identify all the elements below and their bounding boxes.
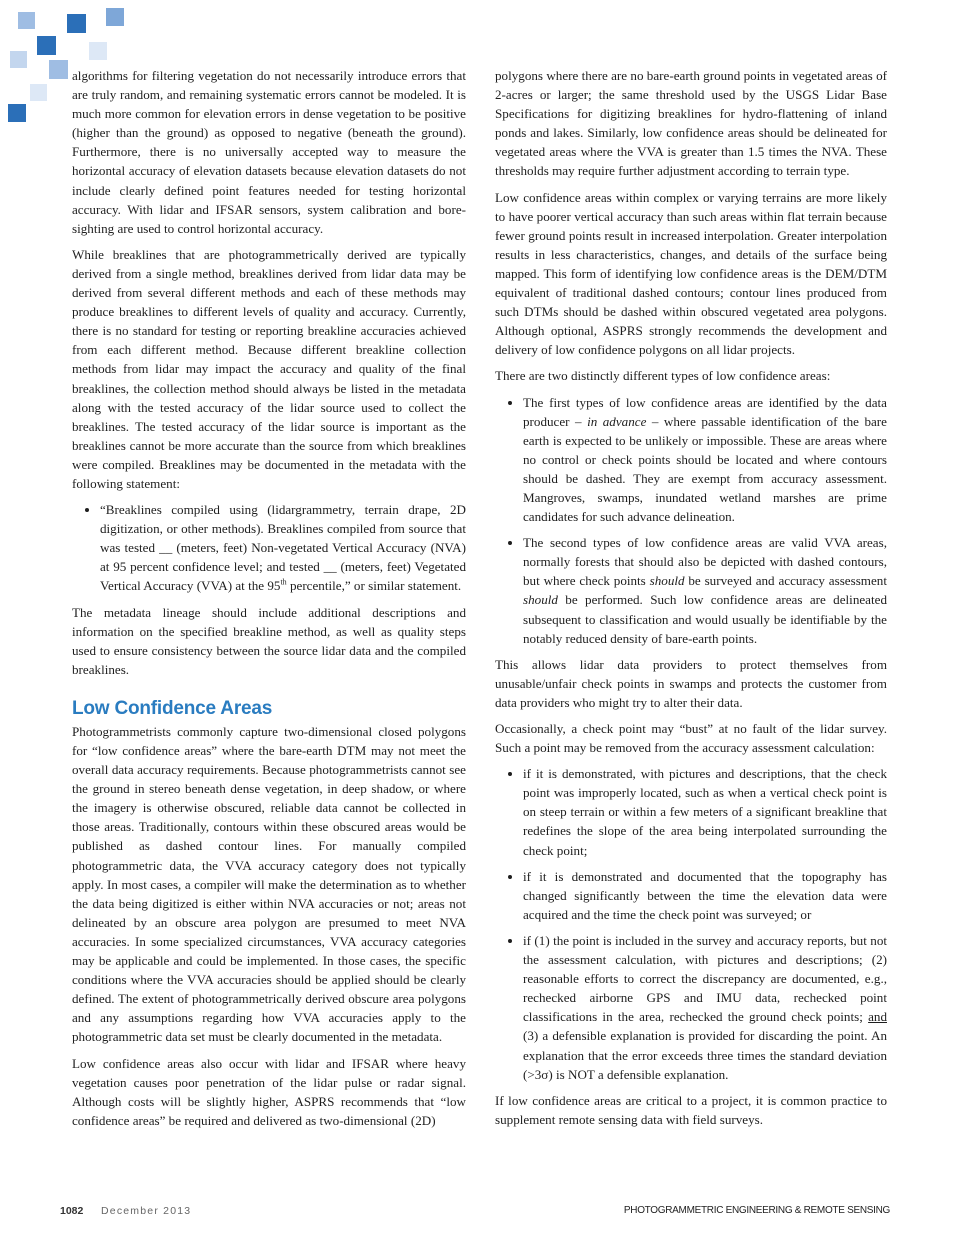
emphasis: should <box>523 592 558 608</box>
list-item: • if it is demonstrated and documented that the topography has changed significantly between the time the elevation data were acquired and the time the check point was surveyed; or <box>523 867 887 924</box>
decorative-square <box>37 36 56 55</box>
list-item-text: be performed. Such low confidence areas are delineated subsequent to classification and would usually be identifiable by the notably reduced density of bare-earth points. <box>523 592 887 646</box>
list-item: • if it is demonstrated, with pictures and descriptions, that the check point was improperly located, such as when a vertical check point is on steep terrain or within a few meters of a significant breakline that redefines the slope of the area being interpolated surrounding the check point; <box>523 764 887 859</box>
decorative-square <box>8 104 26 122</box>
decorative-square <box>106 8 124 26</box>
left-column <box>72 66 466 1137</box>
paragraph: The metadata lineage should include additional descriptions and information on the specified breakline method, as well as quality steps used to ensure consistency between the source lidar data and the compiled breaklines. <box>72 604 466 677</box>
issue-date: December 2013 <box>101 1205 192 1217</box>
decorative-square <box>10 51 27 68</box>
paragraph: Occasionally, a check point may “bust” at no fault of the lidar survey. Such a point may be removed from the accuracy assessment calculation: <box>495 721 887 756</box>
section-heading: Low Confidence Areas <box>72 697 273 719</box>
list-item <box>523 533 887 648</box>
paragraph: algorithms for filtering vegetation do not necessarily introduce errors that are truly random, and remaining systematic errors cannot be modeled. It is much more common for elevation errors in dense vegetation to be positive (higher than the ground) as opposed to negative (beneath the ground). Furthermore, there is no universally accepted way to measure the horizontal accuracy of elevation datasets because elevation datasets do not include clearly defined point features needed for testing horizontal accuracy. With lidar and IFSAR sensors, system calibration and bore-sighting are used to control horizontal accuracy. <box>72 68 466 236</box>
list-item-text: The second types of low confidence areas are valid VVA areas, normally forests that should also be depicted with dashed contours, but where check points <box>523 535 887 589</box>
decorative-square <box>30 84 47 101</box>
bullet-list <box>495 393 887 648</box>
decorative-square <box>89 42 107 60</box>
superscript: th <box>280 578 287 588</box>
list-item-text: (3) a defensible explanation is provided for discarding the point. An explanation that the error exceeds three times the standard deviation (>3σ) is NOT a defensible explanation. <box>523 1028 887 1082</box>
paragraph: polygons where there are no bare-earth ground points in vegetated areas of 2-acres or larger; the same threshold used by the USGS Lidar Base Specifications for digitizing breaklines for hydro-flattening of inland ponds and lakes. Similarly, low confidence areas should be delineated for vegetated areas where the VVA is greater than 1.5 times the NVA. These thresholds may require further adjustment according to terrain type. <box>495 68 887 179</box>
paragraph: Photogrammetrists commonly capture two-dimensional closed polygons for “low confidence areas” where the bare-earth DTM may not meet the overall data accuracy requirements. Because photogrammetrists cannot see the ground in stereo beneath dense vegetation, in deep shadow, or where the imagery is otherwise obscured, reliable data cannot be collected in those areas. Traditionally, contours within these obscured areas would be published as dashed contour lines. For manually compiled photogrammetric data, the VVA accuracy category does not typically apply. In most cases, a compiler will make the determination as to whether the data being digitized is either within NVA accuracies or not; areas not delineated by an obscure area polygon are presumed to meet NVA accuracies. In some specialized circumstances, VVA accuracy categories may be applicable and could be implemented. In those cases, the specific conditions where the VVA accuracies should be applied should be clearly defined. The extent of photogrammetrically derived obscure area polygons and any assumptions regarding how VVA accuracies apply to the photogrammetric data set must be clearly documented in the metadata. <box>72 723 466 1045</box>
list-item-text: if (1) the point is included in the survey and accuracy reports, but not the assessment calculation, with pictures and descriptions; (2) reasonable efforts to correct the discrepancy are documented, e.g., rechecked airborne GPS and IMU data, rechecked point classifications in the area, rechecked the ground check points; <box>523 932 887 1025</box>
decorative-square <box>18 12 35 29</box>
list-item-text: – where passable identification of the bare earth is expected to be unlikely or impossible. These are areas where no control or check points should be located and where contours should be dashed. They are exempt from accuracy assessment. Mangroves, swamps, inundated wetland marshes are prime candidates for such advance delineation. <box>523 413 887 525</box>
decorative-square <box>49 60 68 79</box>
list-item-text: be surveyed and accuracy assessment <box>684 573 887 589</box>
page-number: 1082 <box>60 1205 84 1217</box>
list-item-text: “Breaklines compiled using (lidargrammetry, terrain drape, 2D digitization, or other methods). Breaklines compiled from source that was tested __ (meters, feet) Non-vegetated Vertical Accuracy (NVA) at 95 percent confidence level; and tested __ (meters, feet) Vegetated Vertical Accuracy (VVA) at the 95 <box>100 502 466 594</box>
paragraph: There are two distinctly different types of low confidence areas: <box>495 368 831 384</box>
decorative-square <box>67 14 86 33</box>
paragraph: While breaklines that are photogrammetrically derived are typically derived from a single method, breaklines derived from lidar data may be derived from several different methods and each of these methods may produce breaklines to different levels of quality and accuracy. Currently, there is no standard for testing or reporting breakline accuracies achieved from each different method. Because different breakline collection methods from lidar may impact the accuracy and quality of the final breaklines, the collection method should always be listed in the metadata along with the tested accuracy of the lidar source used to collect the breaklines. The tested accuracy of the lidar source is important as the breaklines cannot be more accurate than the source from which breaklines were compiled. Breaklines may be documented in the metadata with the following statement: <box>72 246 466 491</box>
emphasis: should <box>649 573 685 589</box>
paragraph: Low confidence areas within complex or varying terrains are more likely to have poorer vertical accuracy than such areas within flat terrain because fewer ground points result in increased interpolation. Greater interpolation results in less characteristics, changes, and details of the surface being mapped. This form of identifying low confidence areas is the DEM/DTM equivalent of traditional dashed contours; contour lines produced from such DTMs should be dashed within obscured vegetated area polygons. Although optional, ASPRS strongly recommends the development and delivery of low confidence polygons on all lidar projects. <box>495 189 887 358</box>
right-column <box>495 66 887 1136</box>
underlined-text: and <box>868 1009 887 1025</box>
list-item-text: The first types of low confidence areas are identified by the data producer – <box>523 394 887 429</box>
bullet-list <box>72 500 466 595</box>
list-item <box>523 393 887 527</box>
list-item-text: percentile,” or similar statement. <box>286 578 462 594</box>
paragraph: Low confidence areas also occur with lidar and IFSAR where heavy vegetation causes poor penetration of the lidar pulse or radar signal. Although costs will be slightly higher, ASPRS recommends that “low confidence areas” be required and delivered as two-dimensional (2D) <box>72 1055 466 1128</box>
bullet-list <box>495 764 887 1084</box>
list-item <box>523 931 887 1084</box>
paragraph: This allows lidar data providers to protect themselves from unusable/unfair check points in swamps and protects the customer from data providers who might try to alter their data. <box>495 656 887 710</box>
emphasis: in advance <box>587 413 647 429</box>
list-item <box>100 500 466 595</box>
journal-title: PHOTOGRAMMETRIC ENGINEERING & REMOTE SENSING <box>623 1205 890 1216</box>
paragraph: If low confidence areas are critical to a project, it is common practice to supplement remote sensing data with field surveys. <box>495 1092 887 1127</box>
